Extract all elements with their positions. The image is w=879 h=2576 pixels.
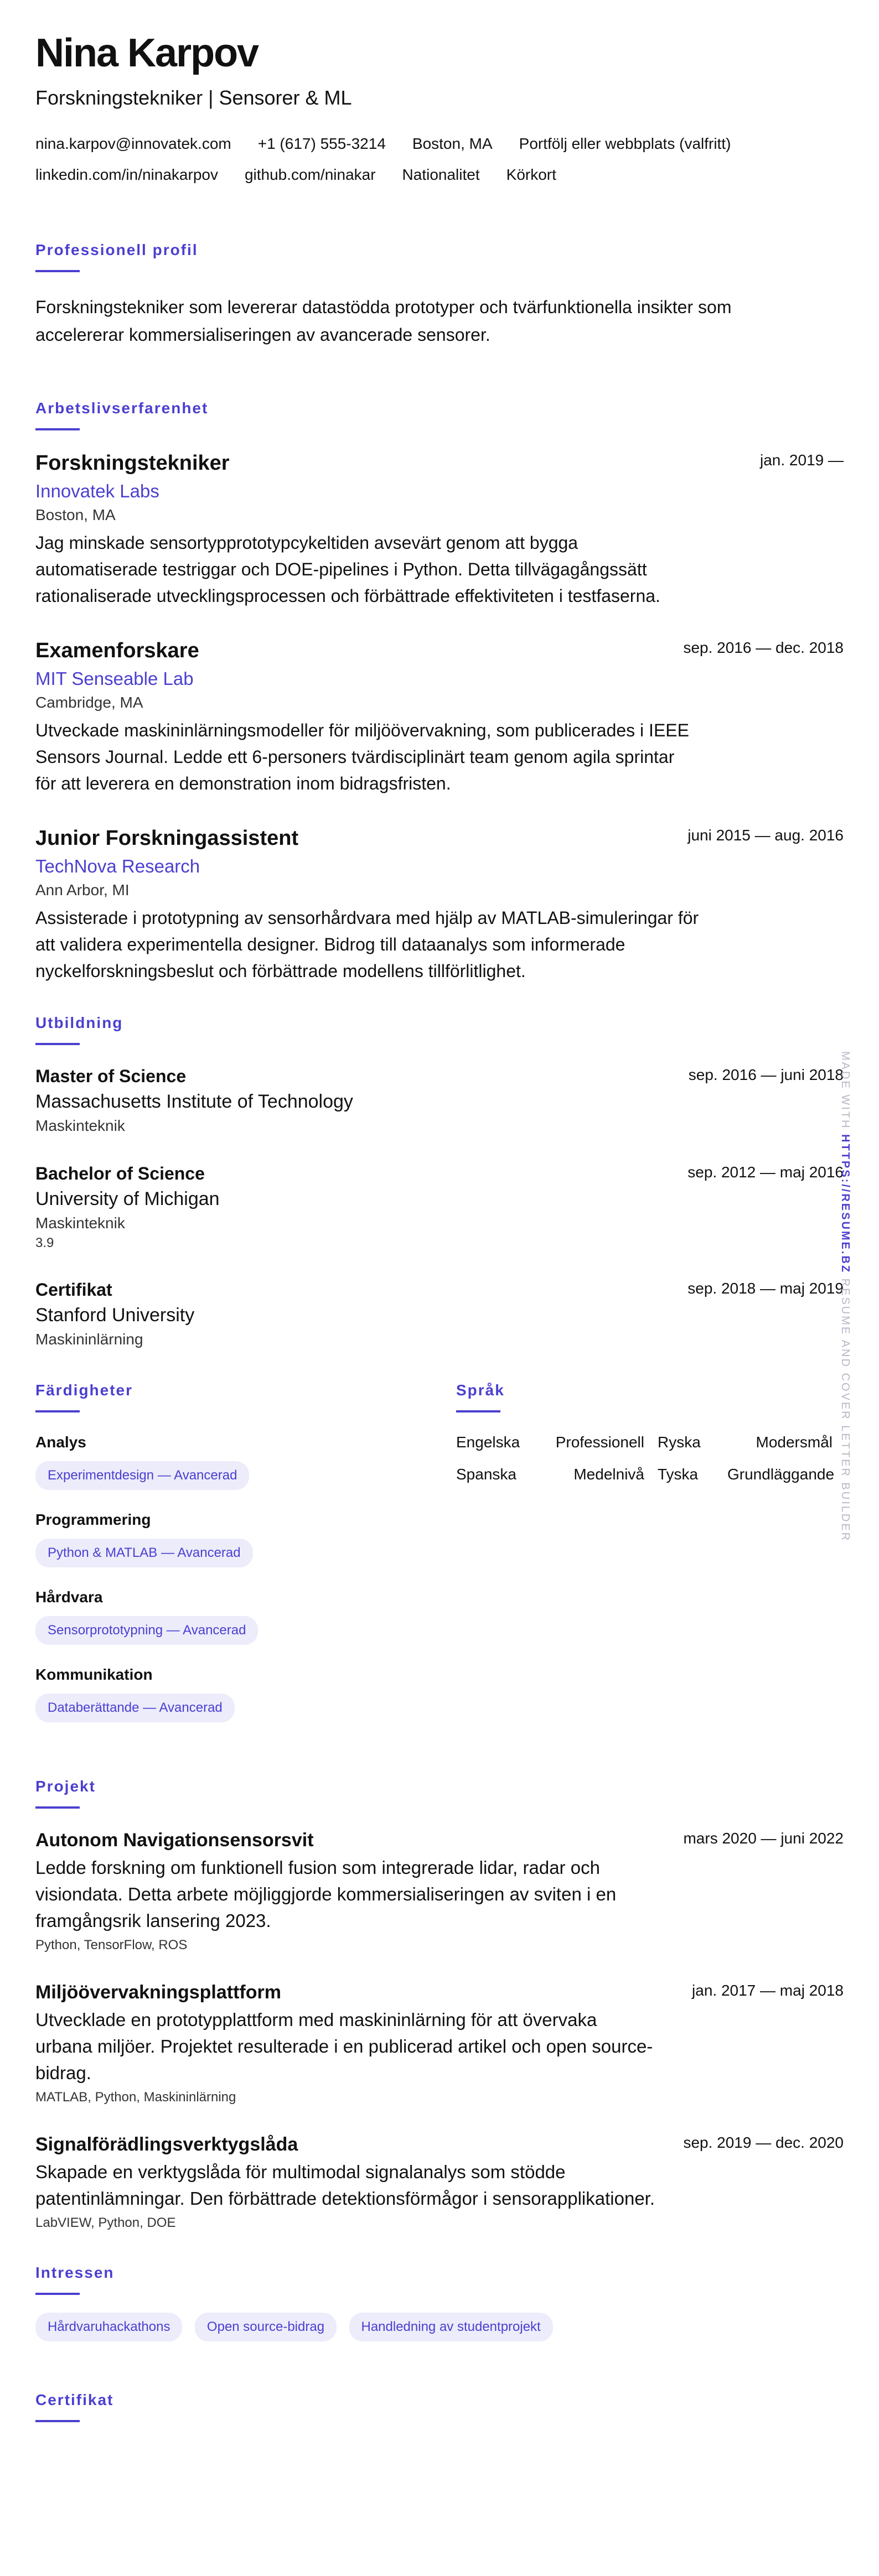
contact-license: Körkort: [506, 166, 556, 183]
section-title: Professionell profil: [35, 241, 198, 258]
section-underline: [35, 428, 80, 430]
education-degree: Bachelor of Science: [35, 1164, 205, 1183]
section-underline: [456, 1410, 500, 1412]
contact-nationality: Nationalitet: [402, 166, 480, 183]
education-entry: [35, 1164, 844, 1251]
contact-portfolio[interactable]: Portfölj eller webbplats (valfritt): [519, 135, 731, 152]
job-date: juni 2015 — aug. 2016: [687, 827, 844, 844]
project-description: Ledde forskning om funktionell fusion som integrerade lidar, radar och visiondata. Detta arbete möjliggjorde kommersialiseringen av sviten i en framgångsrik lansering 2023.: [35, 1857, 617, 1931]
contact-email[interactable]: nina.karpov@innovatek.com: [35, 135, 231, 152]
job-entry: [35, 827, 844, 984]
project-date: mars 2020 — juni 2022: [683, 1830, 844, 1847]
interests-section: [35, 2264, 844, 2341]
skill-category: Hårdvara: [35, 1588, 103, 1606]
watermark-prefix: MADE WITH: [839, 1051, 851, 1130]
resume-header: [35, 33, 844, 190]
project-name: Miljöövervakningsplattform: [35, 1982, 281, 2003]
section-underline: [35, 2420, 80, 2422]
job-date: jan. 2019 —: [760, 451, 844, 469]
job-location: Cambridge, MA: [35, 694, 143, 711]
education-entry: [35, 1280, 844, 1348]
education-entry: [35, 1066, 844, 1135]
profile-summary: Forskningstekniker som levererar datastödda prototyper och tvärfunktionella insikter som accelererar kommersialiseringen av avancerade sensorer.: [35, 297, 732, 345]
language-level: Medelnivå: [573, 1466, 644, 1483]
language-level: Grundläggande: [727, 1466, 835, 1483]
interest-chip: Handledning av studentprojekt: [349, 2313, 553, 2341]
project-entry: [35, 2134, 844, 2231]
education-school: University of Michigan: [35, 1188, 220, 1209]
language-name: Ryska: [658, 1434, 701, 1451]
section-title: Arbetslivserfarenhet: [35, 399, 209, 417]
education-degree: Master of Science: [35, 1066, 187, 1086]
section-underline: [35, 2293, 80, 2295]
section-title: Intressen: [35, 2264, 115, 2281]
watermark-link[interactable]: HTTPS://RESUME.BZ: [839, 1134, 851, 1274]
project-date: jan. 2017 — maj 2018: [692, 1982, 844, 1999]
contact-list: [35, 128, 844, 190]
education-date: sep. 2016 — juni 2018: [688, 1066, 844, 1083]
candidate-name: Nina Karpov: [35, 31, 258, 75]
contact-linkedin[interactable]: linkedin.com/in/ninakarpov: [35, 166, 218, 183]
job-title: Examenforskare: [35, 639, 199, 662]
interest-chip: Open source-bidrag: [195, 2313, 337, 2341]
skill-chip: Sensorprototypning — Avancerad: [35, 1616, 258, 1645]
experience-section: [35, 399, 844, 984]
profile-section: [35, 241, 844, 349]
resume-page: [35, 33, 844, 2443]
skills-languages-row: [35, 1382, 844, 1722]
language-name: Tyska: [658, 1466, 699, 1483]
job-description: Utveckade maskininlärningsmodeller för miljöövervakning, som publicerades i IEEE Sensors Journal. Ledde ett 6-personers tvärdisciplinärt team genom agila sprintar för att leverera en demonstration inom bidragsfristen.: [35, 720, 689, 793]
education-school: Massachusetts Institute of Technology: [35, 1091, 353, 1112]
project-tech: MATLAB, Python, Maskininlärning: [35, 2090, 236, 2105]
section-underline: [35, 1043, 80, 1045]
job-title: Junior Forskningassistent: [35, 827, 299, 850]
education-field: Maskinteknik: [35, 1117, 125, 1134]
education-gpa: 3.9: [35, 1235, 54, 1250]
candidate-title: Forskningstekniker | Sensorer & ML: [35, 86, 352, 109]
languages-section: [456, 1382, 844, 1722]
section-title: Projekt: [35, 1778, 96, 1795]
section-underline: [35, 270, 80, 272]
skill-chip: Python & MATLAB — Avancerad: [35, 1539, 253, 1567]
job-entry: [35, 451, 844, 609]
education-field: Maskininlärning: [35, 1331, 143, 1348]
section-title: Språk: [456, 1382, 505, 1399]
project-name: Autonom Navigationsensorsvit: [35, 1830, 314, 1851]
interest-chip: Hårdvaruhackathons: [35, 2313, 182, 2341]
project-description: Utvecklade en prototypplattform med maskininlärning för att övervaka urbana miljöer. Projektet resulterade i en publicerad artikel och open source-bidrag.: [35, 2009, 653, 2083]
language-level: Modersmål: [756, 1434, 833, 1451]
section-underline: [35, 1806, 80, 1809]
education-field: Maskinteknik: [35, 1214, 125, 1232]
job-title: Forskningstekniker: [35, 451, 230, 475]
job-location: Boston, MA: [35, 506, 116, 523]
job-company: TechNova Research: [35, 856, 200, 876]
skill-category: Programmering: [35, 1511, 151, 1528]
job-location: Ann Arbor, MI: [35, 881, 130, 899]
projects-section: [35, 1778, 844, 2231]
section-title: Utbildning: [35, 1014, 123, 1031]
watermark-suffix: RESUME AND COVER LETTER BUILDER: [839, 1278, 851, 1543]
contact-github[interactable]: github.com/ninakar: [244, 166, 376, 183]
project-tech: Python, TensorFlow, ROS: [35, 1938, 188, 1952]
project-tech: LabVIEW, Python, DOE: [35, 2215, 176, 2230]
languages-grid: [456, 1434, 844, 1483]
job-company: MIT Senseable Lab: [35, 668, 194, 689]
skill-category: Kommunikation: [35, 1666, 153, 1683]
education-date: sep. 2012 — maj 2016: [687, 1164, 844, 1181]
job-entry: [35, 639, 844, 797]
skills-section: [35, 1382, 456, 1722]
certificates-section: [35, 2391, 844, 2422]
skill-chip: Experimentdesign — Avancerad: [35, 1461, 249, 1490]
made-with-watermark: [838, 1051, 851, 1543]
section-title: Färdigheter: [35, 1382, 133, 1399]
education-section: [35, 1014, 844, 1348]
language-level: Professionell: [555, 1434, 644, 1451]
skill-category: Analys: [35, 1434, 86, 1451]
skill-chip: Databerättande — Avancerad: [35, 1694, 235, 1722]
education-date: sep. 2018 — maj 2019: [687, 1280, 844, 1297]
education-school: Stanford University: [35, 1305, 195, 1326]
job-description: Assisterade i prototypning av sensorhårdvara med hjälp av MATLAB-simuleringar för att validera experimentella designer. Bidrog till dataanalys som informerade nyckelforskningsbeslut och förbättrade modellens tillförlitlighet.: [35, 908, 699, 981]
project-entry: [35, 1982, 844, 2105]
job-company: Innovatek Labs: [35, 481, 159, 501]
project-description: Skapade en verktygslåda för multimodal signalanalys som stödde patentinlämningar. Den förbättrade detektionsförmågor i sensorapplikationer.: [35, 2162, 655, 2209]
job-description: Jag minskade sensortypprototypcykeltiden avsevärt genom att bygga automatiserade testriggar och DOE-pipelines i Python. Detta tillvägagångssätt rationaliserade utvecklingsprocessen och förbättrade effektiviteten i testfaserna.: [35, 533, 660, 606]
education-degree: Certifikat: [35, 1280, 112, 1300]
contact-phone[interactable]: +1 (617) 555-3214: [257, 135, 386, 152]
language-name: Engelska: [456, 1434, 520, 1451]
project-date: sep. 2019 — dec. 2020: [683, 2134, 844, 2151]
project-entry: [35, 1830, 844, 1953]
section-title: Certifikat: [35, 2391, 114, 2408]
job-date: sep. 2016 — dec. 2018: [683, 639, 844, 656]
contact-location: Boston, MA: [412, 135, 493, 152]
language-name: Spanska: [456, 1466, 516, 1483]
project-name: Signalförädlingsverktygslåda: [35, 2134, 298, 2155]
section-underline: [35, 1410, 80, 1412]
